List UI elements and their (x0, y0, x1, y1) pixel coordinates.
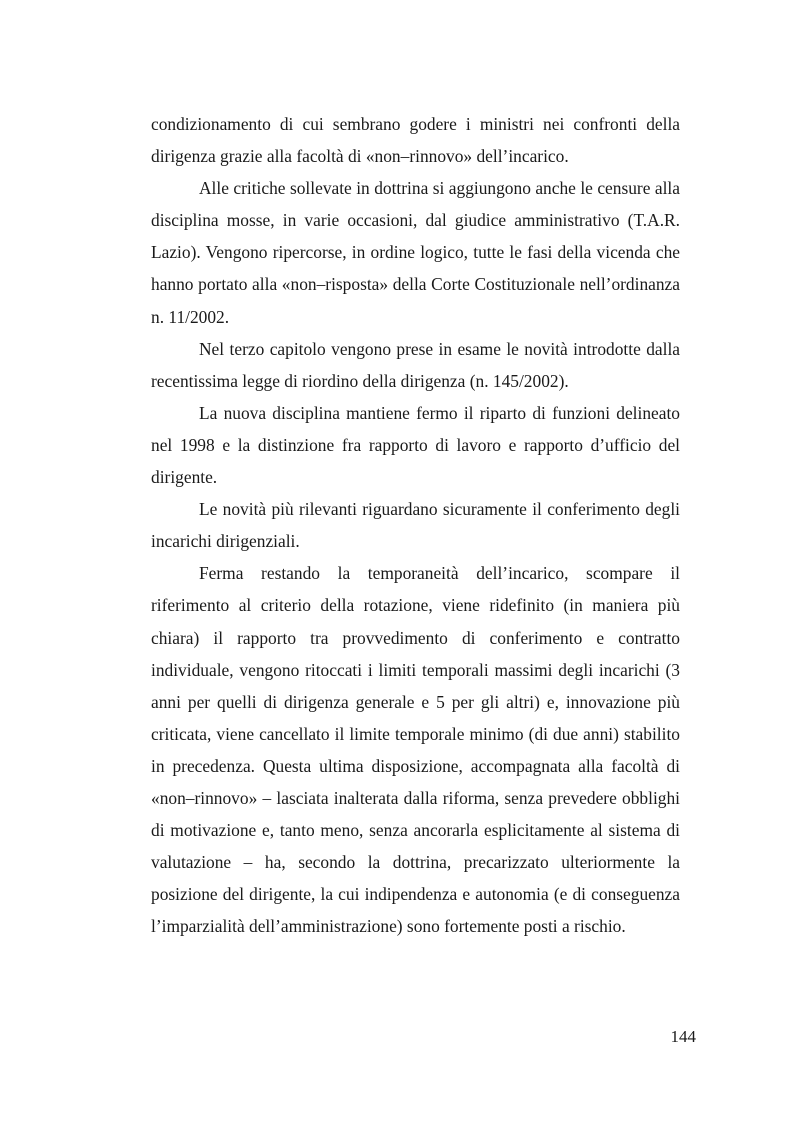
paragraph-nuova-disciplina: La nuova disciplina mantiene fermo il riparto di funzioni delineato nel 1998 e la distinzione fra rapporto di lavoro e rapporto d’ufficio del dirigente. (151, 402, 680, 488)
page-number: 144 (670, 1027, 696, 1046)
body-text (151, 108, 680, 942)
paragraph-novita: Le novità più rilevanti riguardano sicuramente il conferimento degli incarichi dirigenziali. (151, 499, 680, 552)
paragraph-critiche: Alle critiche sollevate in dottrina si aggiungono anche le censure alla disciplina mosse, in varie occasioni, dal giudice amministrativo (T.A.R. Lazio). Vengono ripercorse, in ordine logico, tutte le fasi della vicenda che hanno portato alla «non–risposta» della Corte Costituzionale nell’ordinanza n. 11/2002. (151, 178, 680, 327)
paragraph-terzo-capitolo: Nel terzo capitolo vengono prese in esame le novità introdotte dalla recentissima legge di riordino della dirigenza (n. 145/2002). (151, 338, 680, 391)
paragraph-continuation: condizionamento di cui sembrano godere i ministri nei confronti della dirigenza grazie alla facoltà di «non–rinnovo» dell’incarico. (151, 114, 680, 167)
paragraph-ferma-restando: Ferma restando la temporaneità dell’incarico, scompare il riferimento al criterio della rotazione, viene ridefinito (in maniera più chiara) il rapporto tra provvedimento di conferimento e contratto individuale, vengono ritoccati i limiti temporali massimi degli incarichi (3 anni per quelli di dirigenza generale e 5 per gli altri) e, innovazione più criticata, viene cancellato il limite temporale minimo (di due anni) stabilito in precedenza. Questa ultima disposizione, accompagnata alla facoltà di «non–rinnovo» – lasciata inalterata dalla riforma, senza prevedere obblighi di motivazione e, tanto meno, senza ancorarla esplicitamente al sistema di valutazione – ha, secondo la dottrina, precarizzato ulteriormente la posizione del dirigente, la cui indipendenza e autonomia (e di conseguenza l’imparzialità dell’amministrazione) sono fortemente posti a rischio. (151, 563, 680, 937)
